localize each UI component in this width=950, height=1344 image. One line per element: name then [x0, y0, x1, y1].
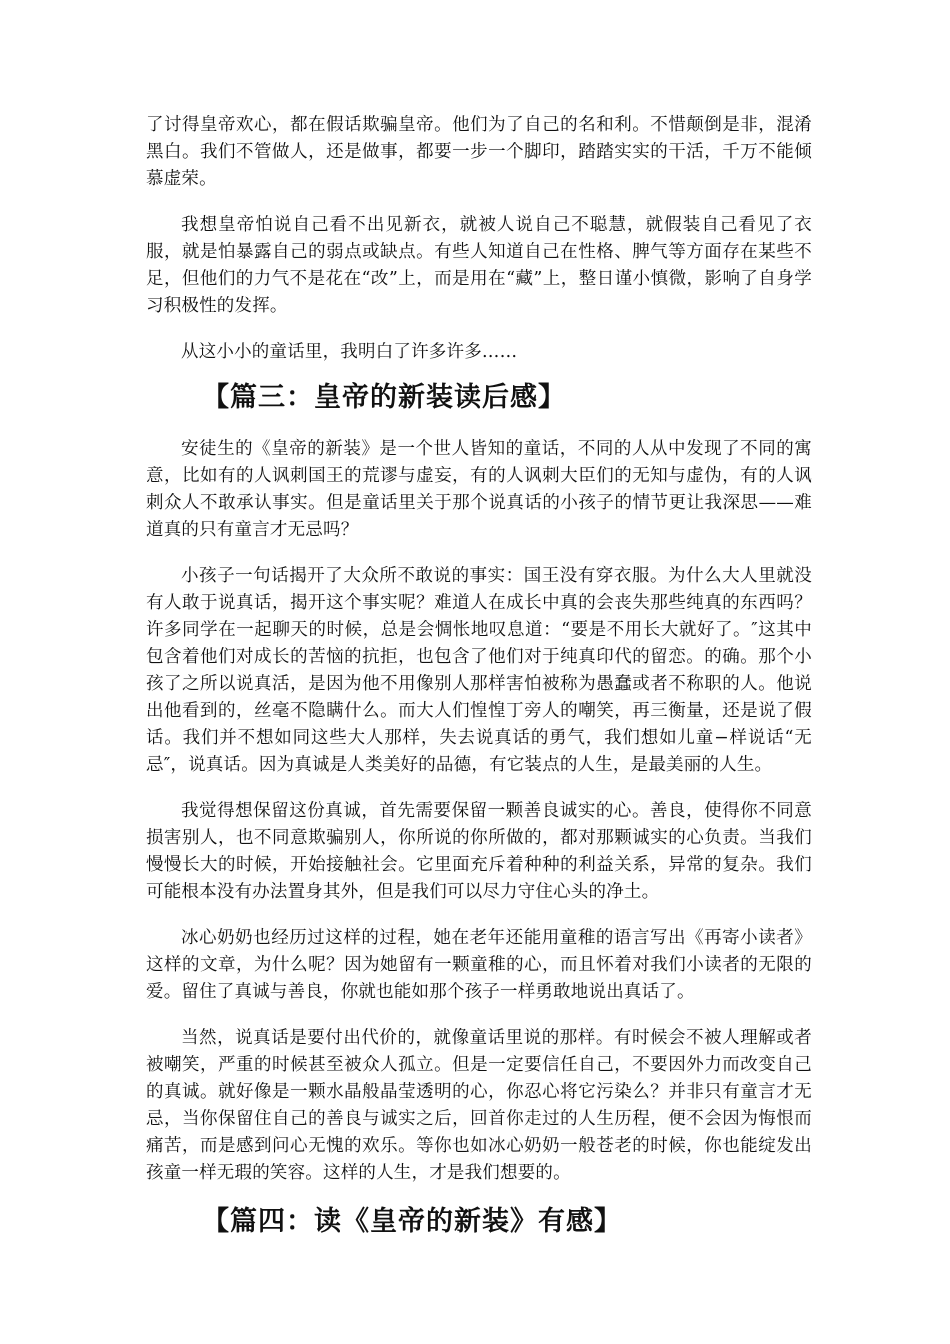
paragraph: 小孩子一句话揭开了大众所不敢说的事实：国王没有穿衣服。为什么大人里就没有人敢于说真话，揭开这个事实呢？难道人在成长中真的会丧失那些纯真的东西吗？许多同学在一起聊天的时候，总是会惆怅地叹息道：“要是不用长大就好了。″这其中包含着他们对成长的苦恼的抗拒，也包含了他们对于纯真印代的留恋。的确。那个小孩了之所以说真活，是因为他不用像别人那样害怕被称为愚蠢或者不称职的人。他说出他看到的，丝毫不隐瞒什么。而大人们惶惶丁旁人的嘲笑，再三衡量，还是说了假话。我们并不想如同这些大人那样，失去说真话的勇气，我们想如儿童−样说话“无忌″，说真话。因为真诚是人类美好的品德，有它装点的人生，是最美丽的人生。	[146, 566, 812, 775]
paragraph: 我想皇帝怕说自己看不出见新衣，就被人说自己不聪慧，就假装自己看见了衣服，就是怕暴露自己的弱点或缺点。有些人知道自己在性格、脾气等方面存在某些不足，但他们的力气不是花在“改”上，而是用在“藏”上，整日谨小慎微，影响了自身学习积极性的发挥。	[146, 215, 812, 316]
paragraph-gap	[146, 779, 812, 798]
paragraph: 冰心奶奶也经历过这样的过程，她在老年还能用童稚的语言写出《再寄小读者》这样的文章，为什么呢？因为她留有一颗童稚的心，而且怀着对我们小读者的无限的爱。留住了真诚与善良，你就也能如那个孩子一样勇敢地说出真话了。	[146, 928, 812, 1002]
paragraph-gap	[146, 906, 812, 925]
paragraph-continued: 了讨得皇帝欢心，都在假话欺骗皇帝。他们为了自己的名和利。不惜颠倒是非，混淆黑白。我们不管做人，还是做事，都要一步一个脚印，踏踏实实的干活，千万不能倾慕虚荣。	[146, 115, 812, 189]
section-heading-3: 【篇三：皇帝的新装读后感】	[202, 382, 566, 413]
paragraph: 当然，说真话是要付出代价的，就像童话里说的那样。有时候会不被人理解或者被嘲笑，严重的时候甚至被众人孤立。但是一定要信任自己，不要因外力而改变自己的真诚。就好像是一颗水晶般晶莹透明的心，你忍心将它污染么？并非只有童言才无忌，当你保留住自己的善良与诚实之后，回首你走过的人生历程，便不会因为悔恨而痛苦，而是感到问心无愧的欢乐。等你也如冰心奶奶一般苍老的时候，你也能绽发出孩童一样无瑕的笑容。这样的人生，才是我们想要的。	[146, 1028, 812, 1183]
paragraph-gap	[146, 544, 812, 563]
paragraph-gap	[146, 193, 812, 212]
paragraph: 从这小小的童话里，我明白了许多许多……	[181, 342, 518, 362]
paragraph-gap	[146, 1006, 812, 1025]
paragraph: 安徒生的《皇帝的新装》是一个世人皆知的童话，不同的人从中发现了不同的寓意，比如有的人讽刺国王的荒谬与虚妄，有的人讽刺大臣们的无知与虚伪，有的人讽刺众人不敢承认事实。但是童话里关于那个说真话的小孩子的情节更让我深思——难道真的只有童言才无忌吗？	[146, 439, 812, 540]
document-body	[146, 112, 812, 1242]
paragraph: 我觉得想保留这份真诚，首先需要保留一颗善良诚实的心。善良，使得你不同意损害别人，也不同意欺骗别人，你所说的你所做的，都对那颗诚实的心负责。当我们慢慢长大的时候，开始接触社会。它里面充斥着种种的利益关系，异常的复杂。我们可能根本没有办法置身其外，但是我们可以尽力守住心头的净土。	[146, 801, 812, 902]
paragraph-gap	[146, 320, 812, 339]
section-heading-4: 【篇四：读《皇帝的新装》有感】	[202, 1206, 622, 1237]
